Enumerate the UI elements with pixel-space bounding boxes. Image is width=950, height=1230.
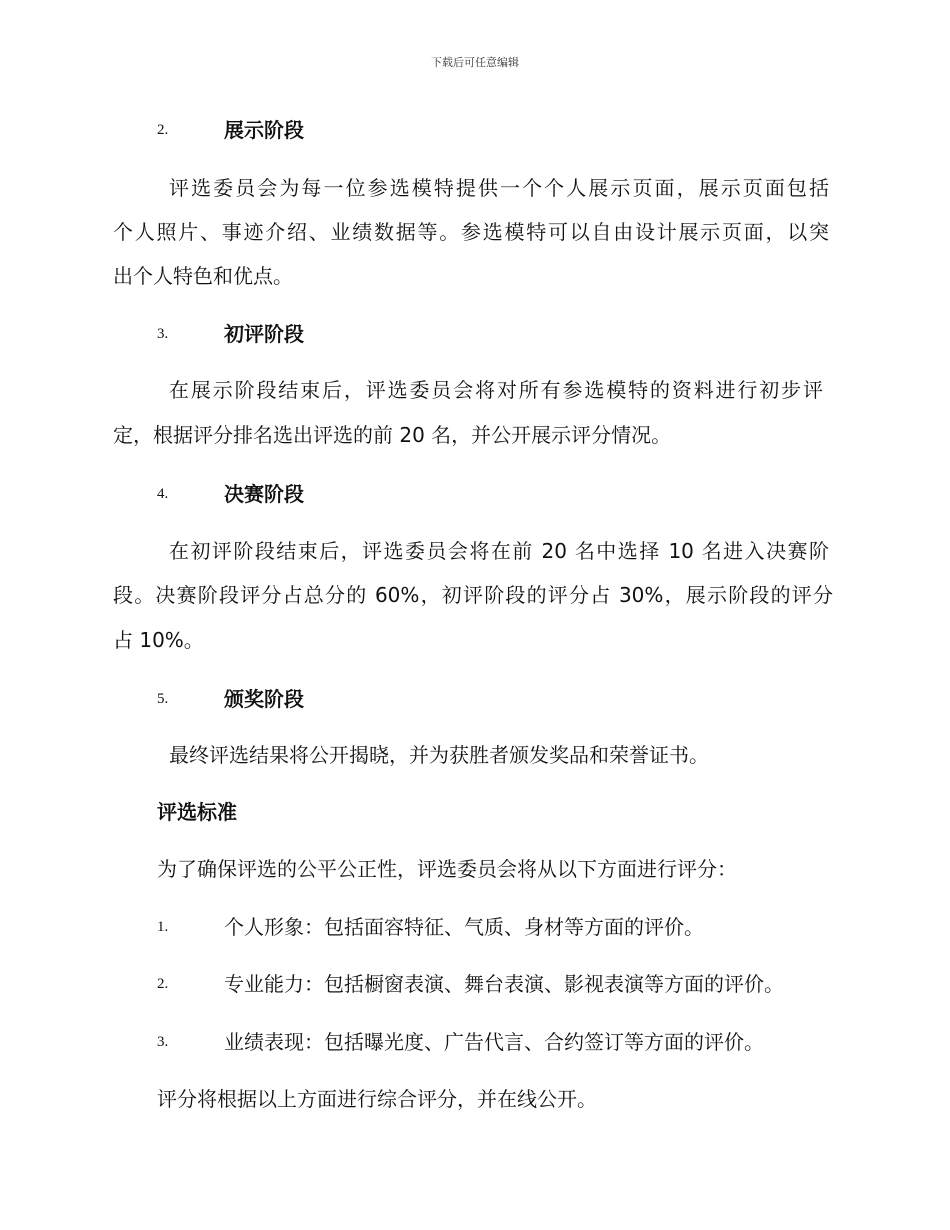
section-title: 评选标准: [157, 800, 237, 824]
paragraph-line: 评选委员会为每一位参选模特提供一个个人展示页面，展示页面包括: [169, 176, 829, 200]
criteria-item-number: 3.: [157, 1034, 169, 1050]
stage-number: 3.: [157, 326, 169, 342]
stage-title: 展示阶段: [224, 118, 304, 142]
stage-number: 2.: [157, 122, 169, 138]
stage-title: 决赛阶段: [224, 482, 304, 506]
stage-number: 4.: [157, 486, 169, 502]
criteria-intro: 为了确保评选的公平公正性，评选委员会将从以下方面进行评分：: [157, 857, 737, 881]
criteria-item-number: 2.: [157, 976, 169, 992]
page-header: 下载后可任意编辑: [431, 56, 519, 69]
paragraph-line: 占 10%。: [113, 628, 204, 652]
stage-number: 5.: [157, 691, 169, 707]
criteria-item-text: 个人形象：包括面容特征、气质、身材等方面的评价。: [224, 915, 704, 939]
criteria-item-text: 专业能力：包括橱窗表演、舞台表演、影视表演等方面的评价。: [224, 972, 784, 996]
paragraph-line: 定，根据评分排名选出评选的前 20 名，并公开展示评分情况。: [113, 423, 672, 447]
paragraph-line: 在初评阶段结束后，评选委员会将在前 20 名中选择 10 名进入决赛阶: [169, 539, 829, 563]
paragraph-line: 在展示阶段结束后，评选委员会将对所有参选模特的资料进行初步评: [169, 378, 823, 402]
criteria-conclusion: 评分将根据以上方面进行综合评分，并在线公开。: [157, 1087, 597, 1111]
stage-title: 初评阶段: [224, 322, 304, 346]
paragraph-line: 个人照片、事迹介绍、业绩数据等。参选模特可以自由设计展示页面，以突: [113, 220, 829, 244]
paragraph-line: 最终评选结果将公开揭晓，并为获胜者颁发奖品和荣誉证书。: [169, 743, 709, 767]
criteria-item-number: 1.: [157, 919, 169, 935]
stage-title: 颁奖阶段: [224, 687, 304, 711]
criteria-item-text: 业绩表现：包括曝光度、广告代言、合约签订等方面的评价。: [224, 1030, 764, 1054]
paragraph-line: 段。决赛阶段评分占总分的 60%，初评阶段的评分占 30%，展示阶段的评分: [113, 583, 833, 607]
paragraph-line: 出个人特色和优点。: [113, 264, 293, 288]
